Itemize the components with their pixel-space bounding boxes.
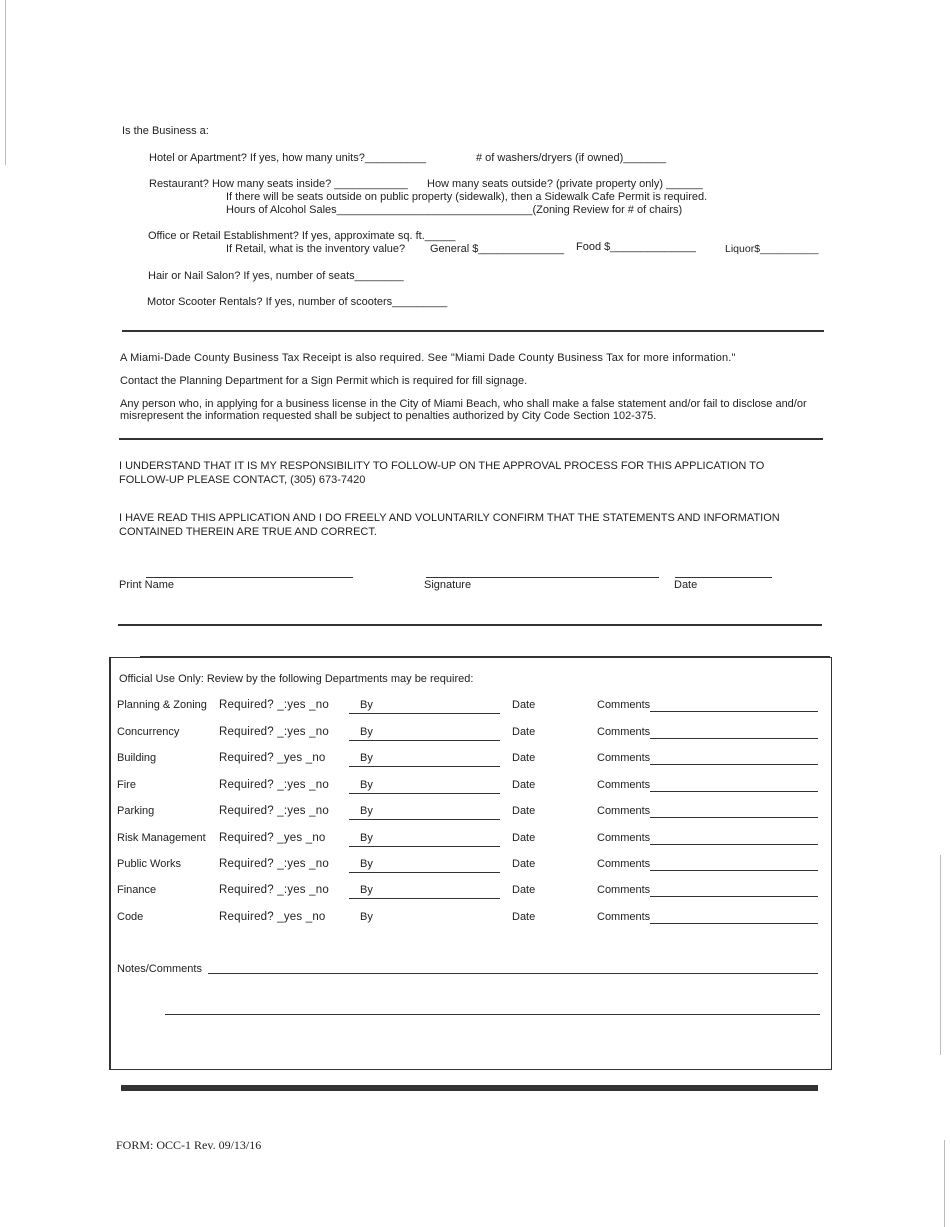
date-label: Date (674, 579, 698, 591)
comments-label: Comments (597, 911, 651, 923)
office-sqft-blank[interactable]: _____ (424, 230, 456, 242)
comments-line[interactable] (650, 791, 818, 792)
salon-seats-blank[interactable]: ________ (354, 270, 404, 282)
scooter-count-blank[interactable]: _________ (392, 296, 448, 308)
review-row-concurrency (0, 726, 950, 748)
section-divider-2 (119, 438, 823, 440)
comments-line[interactable] (650, 844, 818, 845)
notes-line-1[interactable] (208, 973, 818, 974)
alcohol-hours-blank[interactable]: ________________________________ (336, 204, 533, 216)
notes-comments-label: Notes/Comments (117, 963, 202, 975)
salon-question (148, 270, 404, 282)
washers-text: # of washers/dryers (if owned) (476, 152, 624, 164)
date-label: Date (512, 832, 536, 844)
required-choice[interactable]: Required? _:yes _no (219, 699, 329, 711)
comments-line[interactable] (650, 817, 818, 818)
scan-edge-right-bottom (944, 1140, 945, 1227)
comments-label: Comments (597, 699, 651, 711)
date-label: Date (512, 779, 536, 791)
official-use-top-extra (140, 656, 830, 657)
hotel-question (149, 152, 426, 164)
review-row-risk-management (0, 832, 950, 854)
by-line[interactable] (349, 898, 500, 899)
review-row-public-works (0, 858, 950, 880)
print-name-label: Print Name (119, 579, 175, 591)
by-label: By (360, 726, 373, 738)
alcohol-hours-text: Hours of Alcohol Sales (226, 204, 337, 216)
confirm-line1: I HAVE READ THIS APPLICATION AND I DO FREELY AND VOLUNTARILY CONFIRM THAT THE STATEMENTS AND INFORMATION (119, 512, 780, 524)
tax-receipt-notice: A Miami-Dade County Business Tax Receipt is also required. See "Miami Dade County Business Tax for more information." (120, 352, 736, 364)
office-question-text: Office or Retail Establishment? If yes, approximate sq. ft. (148, 230, 425, 242)
liquor-field (725, 243, 818, 255)
comments-label: Comments (597, 832, 651, 844)
required-choice[interactable]: Required? _yes _no (219, 911, 326, 923)
signature-label: Signature (424, 579, 472, 591)
seats-outside-blank[interactable]: ______ (666, 178, 703, 190)
required-choice[interactable]: Required? _yes _no (219, 752, 326, 764)
date-label: Date (512, 699, 536, 711)
by-line[interactable] (349, 793, 500, 794)
official-use-heading: Official Use Only: Review by the following Departments may be required: (119, 673, 474, 685)
required-choice[interactable]: Required? _:yes _no (219, 779, 329, 791)
dept-name: Parking (117, 805, 155, 817)
by-label: By (360, 779, 373, 791)
dept-name: Finance (117, 884, 157, 896)
by-label: By (360, 911, 373, 923)
date-line[interactable] (675, 577, 772, 578)
confirm-line2: CONTAINED THEREIN ARE TRUE AND CORRECT. (119, 526, 377, 538)
seats-inside-blank[interactable]: ____________ (334, 178, 408, 190)
required-choice[interactable]: Required? _:yes _no (219, 858, 329, 870)
by-line[interactable] (349, 846, 500, 847)
footer-thick-rule (121, 1085, 818, 1091)
by-label: By (360, 832, 373, 844)
required-choice[interactable]: Required? _yes _no (219, 832, 326, 844)
by-label: By (360, 752, 373, 764)
food-field (576, 241, 696, 253)
sidewalk-note: If there will be seats outside on public property (sidewalk), then a Sidewalk Cafe Permit is required. (226, 191, 708, 203)
penalty-notice-line2: misrepresent the information requested shall be subject to penalties authorized by City Code Section 102-375. (120, 410, 657, 422)
by-label: By (360, 699, 373, 711)
general-field (430, 243, 564, 255)
review-row-finance (0, 884, 950, 906)
liquor-blank[interactable]: __________ (760, 243, 819, 255)
date-label: Date (512, 726, 536, 738)
by-label: By (360, 805, 373, 817)
comments-line[interactable] (650, 764, 818, 765)
comments-label: Comments (597, 858, 651, 870)
sign-permit-notice: Contact the Planning Department for a Sign Permit which is required for fill signage. (120, 375, 528, 387)
by-line[interactable] (349, 819, 500, 820)
dept-name: Code (117, 911, 144, 923)
notes-line-2[interactable] (165, 1014, 820, 1015)
review-row-planning-zoning (0, 699, 950, 721)
date-label: Date (512, 858, 536, 870)
comments-line[interactable] (650, 870, 818, 871)
by-label: By (360, 858, 373, 870)
hotel-question-text: Hotel or Apartment? If yes, how many units? (149, 152, 365, 164)
signature-line[interactable] (426, 577, 659, 578)
comments-label: Comments (597, 726, 651, 738)
review-row-building (0, 752, 950, 774)
date-label: Date (512, 911, 536, 923)
comments-line[interactable] (650, 711, 818, 712)
date-label: Date (512, 752, 536, 764)
food-blank[interactable]: ______________ (610, 241, 696, 253)
comments-label: Comments (597, 779, 651, 791)
by-line[interactable] (349, 872, 500, 873)
review-row-code (0, 911, 950, 933)
food-label: Food $ (576, 241, 611, 253)
by-line[interactable] (349, 766, 500, 767)
by-line[interactable] (349, 713, 500, 714)
liquor-label: Liquor$ (725, 243, 761, 255)
washers-blank[interactable]: _______ (623, 152, 667, 164)
dept-name: Building (117, 752, 157, 764)
seats-outside-question (427, 178, 703, 190)
scooter-question (147, 296, 447, 308)
followup-line1: I UNDERSTAND THAT IT IS MY RESPONSIBILITY TO FOLLOW-UP ON THE APPROVAL PROCESS FOR THIS APPLICATION TO (119, 460, 765, 472)
seats-outside-text: How many seats outside? (private property only) (427, 178, 663, 190)
section-divider-1 (122, 330, 824, 332)
required-choice[interactable]: Required? _:yes _no (219, 726, 329, 738)
comments-line[interactable] (650, 896, 818, 897)
general-blank[interactable]: ______________ (478, 243, 564, 255)
comments-label: Comments (597, 805, 651, 817)
followup-line2: FOLLOW-UP PLEASE CONTACT, (305) 673-7420 (119, 474, 366, 486)
comments-line[interactable] (650, 923, 818, 924)
dept-name: Concurrency (117, 726, 180, 738)
comments-label: Comments (597, 752, 651, 764)
review-row-fire (0, 779, 950, 801)
washers-question (476, 152, 666, 164)
dept-name: Risk Management (117, 832, 206, 844)
restaurant-question (149, 178, 408, 190)
office-question (148, 230, 455, 242)
print-name-line[interactable] (146, 577, 353, 578)
dept-name: Fire (117, 779, 136, 791)
zoning-note: (Zoning Review for # of chairs) (532, 204, 683, 216)
scan-edge-left (5, 0, 6, 165)
dept-name: Planning & Zoning (117, 699, 207, 711)
business-type-heading: Is the Business a: (122, 125, 209, 137)
by-label: By (360, 884, 373, 896)
penalty-notice-line1: Any person who, in applying for a business license in the City of Miami Beach, who shall make a false statement and/or fail to disclose and/or (120, 398, 807, 410)
inventory-question: If Retail, what is the inventory value? (226, 243, 406, 255)
form-id: FORM: OCC-1 Rev. 09/13/16 (116, 1138, 262, 1152)
restaurant-question-text: Restaurant? How many seats inside? (149, 178, 332, 190)
date-label: Date (512, 884, 536, 896)
alcohol-hours (226, 204, 682, 216)
by-line[interactable] (349, 740, 500, 741)
salon-question-text: Hair or Nail Salon? If yes, number of seats (148, 270, 355, 282)
general-label: General $ (430, 243, 479, 255)
date-label: Date (512, 805, 536, 817)
comments-line[interactable] (650, 738, 818, 739)
comments-label: Comments (597, 884, 651, 896)
hotel-units-blank[interactable]: __________ (364, 152, 427, 164)
section-divider-3 (118, 624, 822, 626)
required-choice[interactable]: Required? _:yes _no (219, 884, 329, 896)
scooter-question-text: Motor Scooter Rentals? If yes, number of scooters (147, 296, 393, 308)
required-choice[interactable]: Required? _:yes _no (219, 805, 329, 817)
dept-name: Public Works (117, 858, 181, 870)
review-row-parking (0, 805, 950, 827)
